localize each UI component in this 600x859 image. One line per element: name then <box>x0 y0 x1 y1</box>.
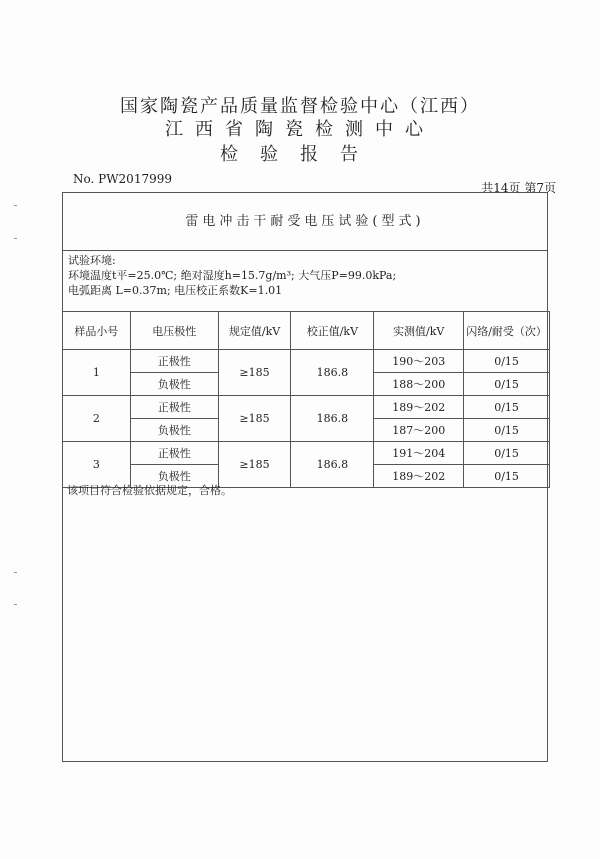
corrected-value: 186.8 <box>291 396 374 442</box>
header-corrected: 校正值/kV <box>291 312 374 350</box>
header-specified: 规定值/kV <box>218 312 291 350</box>
polarity: 负极性 <box>130 465 218 488</box>
header-subtitle: 江西省陶瓷检测中心 <box>165 119 435 140</box>
polarity: 正极性 <box>130 396 218 419</box>
sample-no: 1 <box>63 350 131 396</box>
table-row <box>63 396 550 419</box>
sample-no: 2 <box>63 396 131 442</box>
report-frame <box>62 192 548 762</box>
measured-value: 191～204 <box>374 442 464 465</box>
report-heading: 检验报告 <box>220 144 380 165</box>
header-title: 国家陶瓷产品质量监督检验中心（江西） <box>120 96 480 117</box>
specified-value: ≥185 <box>218 396 291 442</box>
measured-value: 188～200 <box>374 373 464 396</box>
polarity: 负极性 <box>130 419 218 442</box>
header-polarity: 电压极性 <box>130 312 218 350</box>
specified-value: ≥185 <box>218 442 291 488</box>
report-number: No. PW2017999 <box>73 172 172 186</box>
sample-no: 3 <box>63 442 131 488</box>
environment-arc-distance: 电弧距离 L=0.37m; 电压校正系数K=1.01 <box>68 284 283 297</box>
table-row <box>63 442 550 465</box>
polarity: 正极性 <box>130 442 218 465</box>
flashover-result: 0/15 <box>464 350 550 373</box>
measured-value: 189～202 <box>374 465 464 488</box>
environment-conditions: 环境温度t平=25.0℃; 绝对湿度h=15.7g/m³; 大气压P=99.0kPa; <box>68 269 397 282</box>
flashover-result: 0/15 <box>464 396 550 419</box>
scan-mark <box>14 572 17 573</box>
flashover-result: 0/15 <box>464 419 550 442</box>
scan-mark <box>14 604 17 605</box>
flashover-result: 0/15 <box>464 373 550 396</box>
test-environment <box>68 253 396 298</box>
flashover-result: 0/15 <box>464 465 550 488</box>
page-info: 共14页 第7页 <box>481 181 556 195</box>
scan-mark <box>14 238 17 239</box>
measured-value: 190～203 <box>374 350 464 373</box>
polarity: 负极性 <box>130 373 218 396</box>
header-sample-no: 样品小号 <box>63 312 131 350</box>
measured-value: 187～200 <box>374 419 464 442</box>
results-table <box>62 311 550 488</box>
flashover-result: 0/15 <box>464 442 550 465</box>
polarity: 正极性 <box>130 350 218 373</box>
scan-mark <box>14 205 17 206</box>
corrected-value: 186.8 <box>291 350 374 396</box>
header-measured: 实测值/kV <box>374 312 464 350</box>
specified-value: ≥185 <box>218 350 291 396</box>
test-title: 雷电冲击干耐受电压试验(型式) <box>63 193 547 251</box>
corrected-value: 186.8 <box>291 442 374 488</box>
table-header-row <box>63 312 550 350</box>
header-flashover: 闪络/耐受（次） <box>464 312 550 350</box>
measured-value: 189～202 <box>374 396 464 419</box>
conclusion-text: 该项目符合检验依据规定，合格。 <box>67 484 232 497</box>
environment-heading: 试验环境: <box>68 254 116 267</box>
table-row <box>63 350 550 373</box>
